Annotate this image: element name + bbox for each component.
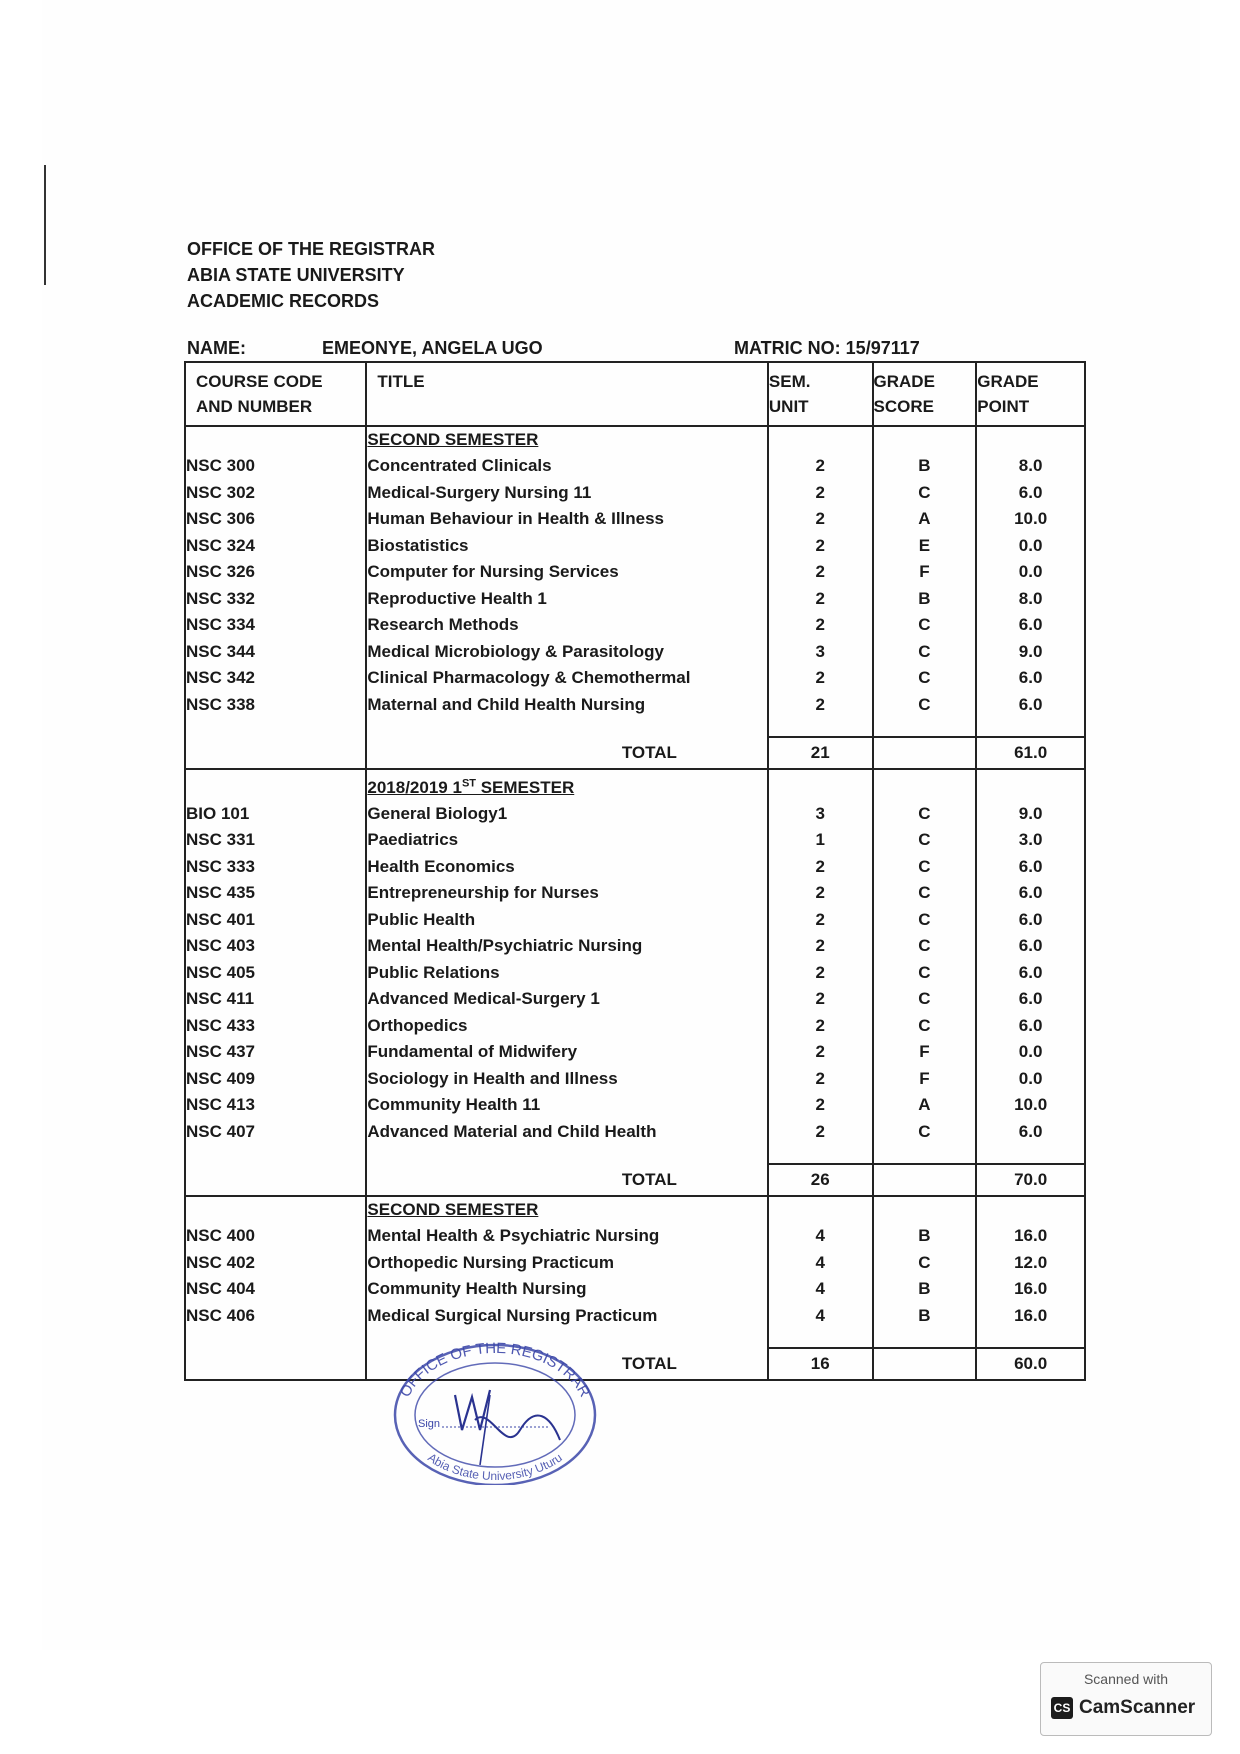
course-row xyxy=(185,1276,1085,1303)
course-point: 0.0 xyxy=(976,533,1085,560)
course-code: NSC 406 xyxy=(185,1303,366,1330)
course-unit: 2 xyxy=(768,480,873,507)
course-unit: 2 xyxy=(768,692,873,719)
course-unit: 2 xyxy=(768,665,873,692)
course-row xyxy=(185,960,1085,987)
section-heading: SECOND SEMESTER xyxy=(367,1200,539,1220)
course-title: Public Relations xyxy=(366,960,768,987)
course-grade: A xyxy=(873,1092,977,1119)
course-title: Human Behaviour in Health & Illness xyxy=(366,506,768,533)
course-title: Paediatrics xyxy=(366,827,768,854)
course-code: NSC 342 xyxy=(185,665,366,692)
course-title: Concentrated Clinicals xyxy=(366,453,768,480)
course-code: NSC 437 xyxy=(185,1039,366,1066)
col-grade-score: GRADE SCORE xyxy=(873,362,977,426)
course-code: NSC 300 xyxy=(185,453,366,480)
course-unit: 2 xyxy=(768,1119,873,1146)
course-code: NSC 344 xyxy=(185,639,366,666)
course-point: 16.0 xyxy=(976,1223,1085,1250)
course-code: NSC 302 xyxy=(185,480,366,507)
course-title: Medical Microbiology & Parasitology xyxy=(366,639,768,666)
course-row xyxy=(185,639,1085,666)
signature-mark xyxy=(455,1390,490,1430)
course-grade: B xyxy=(873,1276,977,1303)
course-code: NSC 331 xyxy=(185,827,366,854)
course-point: 9.0 xyxy=(976,639,1085,666)
course-grade: A xyxy=(873,506,977,533)
course-point: 0.0 xyxy=(976,1039,1085,1066)
course-row xyxy=(185,1303,1085,1330)
course-point: 6.0 xyxy=(976,986,1085,1013)
course-title: Computer for Nursing Services xyxy=(366,559,768,586)
course-code: NSC 404 xyxy=(185,1276,366,1303)
course-row xyxy=(185,506,1085,533)
course-row xyxy=(185,692,1085,719)
total-units: 16 xyxy=(768,1348,873,1380)
course-point: 6.0 xyxy=(976,692,1085,719)
course-title: Advanced Medical-Surgery 1 xyxy=(366,986,768,1013)
course-unit: 4 xyxy=(768,1223,873,1250)
course-title: Medical-Surgery Nursing 11 xyxy=(366,480,768,507)
course-point: 6.0 xyxy=(976,907,1085,934)
course-point: 6.0 xyxy=(976,612,1085,639)
section-heading: SECOND SEMESTER xyxy=(367,430,539,449)
course-point: 6.0 xyxy=(976,480,1085,507)
course-grade: C xyxy=(873,986,977,1013)
course-row xyxy=(185,453,1085,480)
section-total-row xyxy=(185,1164,1085,1196)
course-grade: C xyxy=(873,1250,977,1277)
course-grade: B xyxy=(873,1303,977,1330)
header-university: ABIA STATE UNIVERSITY xyxy=(187,265,405,285)
course-unit: 3 xyxy=(768,639,873,666)
camscanner-logo-icon: CS xyxy=(1051,1697,1073,1719)
course-point: 12.0 xyxy=(976,1250,1085,1277)
course-row xyxy=(185,665,1085,692)
course-grade: B xyxy=(873,1223,977,1250)
course-title: Orthopedic Nursing Practicum xyxy=(366,1250,768,1277)
course-title: Health Economics xyxy=(366,854,768,881)
total-points: 70.0 xyxy=(976,1164,1085,1196)
section-total-row xyxy=(185,1348,1085,1380)
course-row xyxy=(185,1013,1085,1040)
course-grade: C xyxy=(873,854,977,881)
course-title: General Biology1 xyxy=(366,801,768,828)
course-unit: 1 xyxy=(768,827,873,854)
course-grade: B xyxy=(873,586,977,613)
course-title: Maternal and Child Health Nursing xyxy=(366,692,768,719)
header-office: OFFICE OF THE REGISTRAR xyxy=(187,239,436,259)
course-unit: 2 xyxy=(768,453,873,480)
total-units: 21 xyxy=(768,737,873,769)
course-row xyxy=(185,801,1085,828)
course-point: 6.0 xyxy=(976,1013,1085,1040)
course-point: 9.0 xyxy=(976,801,1085,828)
course-point: 6.0 xyxy=(976,1119,1085,1146)
course-point: 6.0 xyxy=(976,933,1085,960)
course-unit: 2 xyxy=(768,1013,873,1040)
results-body xyxy=(185,426,1085,1380)
camscanner-watermark xyxy=(1040,1662,1212,1736)
course-unit: 2 xyxy=(768,1092,873,1119)
course-title: Medical Surgical Nursing Practicum xyxy=(366,1303,768,1330)
course-title: Advanced Material and Child Health xyxy=(366,1119,768,1146)
course-title: Mental Health & Psychiatric Nursing xyxy=(366,1223,768,1250)
course-grade: F xyxy=(873,1039,977,1066)
course-title: Entrepreneurship for Nurses xyxy=(366,880,768,907)
course-unit: 2 xyxy=(768,933,873,960)
student-name: EMEONYE, ANGELA UGO xyxy=(322,338,543,358)
section-heading-row xyxy=(185,426,1085,453)
course-row xyxy=(185,612,1085,639)
course-point: 10.0 xyxy=(976,1092,1085,1119)
section-heading: 2018/2019 1ST SEMESTER xyxy=(367,777,575,797)
course-code: NSC 433 xyxy=(185,1013,366,1040)
header-records: ACADEMIC RECORDS xyxy=(187,291,380,311)
course-unit: 2 xyxy=(768,1039,873,1066)
course-code: NSC 334 xyxy=(185,612,366,639)
stamp-sign-label: Sign xyxy=(418,1418,441,1430)
course-grade: C xyxy=(873,801,977,828)
total-points: 61.0 xyxy=(976,737,1085,769)
course-point: 16.0 xyxy=(976,1303,1085,1330)
name-label: NAME: xyxy=(187,338,246,358)
course-grade: F xyxy=(873,1066,977,1093)
course-grade: F xyxy=(873,559,977,586)
course-code: NSC 338 xyxy=(185,692,366,719)
total-units: 26 xyxy=(768,1164,873,1196)
course-code: NSC 400 xyxy=(185,1223,366,1250)
course-unit: 2 xyxy=(768,880,873,907)
course-grade: C xyxy=(873,665,977,692)
course-title: Clinical Pharmacology & Chemothermal xyxy=(366,665,768,692)
course-grade: C xyxy=(873,880,977,907)
matric-number xyxy=(734,338,920,359)
course-grade: C xyxy=(873,907,977,934)
course-code: NSC 403 xyxy=(185,933,366,960)
course-point: 16.0 xyxy=(976,1276,1085,1303)
section-heading-row xyxy=(185,1196,1085,1223)
course-title: Fundamental of Midwifery xyxy=(366,1039,768,1066)
course-code: NSC 407 xyxy=(185,1119,366,1146)
col-grade-point: GRADE POINT xyxy=(976,362,1085,426)
course-code: NSC 401 xyxy=(185,907,366,934)
course-grade: C xyxy=(873,827,977,854)
course-point: 0.0 xyxy=(976,559,1085,586)
course-unit: 2 xyxy=(768,533,873,560)
course-point: 6.0 xyxy=(976,665,1085,692)
course-unit: 2 xyxy=(768,854,873,881)
course-unit: 2 xyxy=(768,960,873,987)
course-title: Orthopedics xyxy=(366,1013,768,1040)
course-row xyxy=(185,827,1085,854)
course-unit: 3 xyxy=(768,801,873,828)
course-grade: E xyxy=(873,533,977,560)
course-code: NSC 435 xyxy=(185,880,366,907)
col-course-code: COURSE CODE AND NUMBER xyxy=(185,362,366,426)
stamp-ring-bottom: Abia State University Uturu xyxy=(425,1450,565,1484)
course-grade: C xyxy=(873,639,977,666)
scanned-with-text: Scanned with xyxy=(1083,1671,1169,1687)
course-code: NSC 405 xyxy=(185,960,366,987)
course-point: 0.0 xyxy=(976,1066,1085,1093)
course-code: NSC 411 xyxy=(185,986,366,1013)
course-row xyxy=(185,933,1085,960)
registrar-header xyxy=(187,236,435,314)
course-title: Research Methods xyxy=(366,612,768,639)
results-table xyxy=(184,361,1086,1381)
section-heading-row xyxy=(185,769,1085,801)
course-code: NSC 413 xyxy=(185,1092,366,1119)
course-title: Community Health Nursing xyxy=(366,1276,768,1303)
course-point: 6.0 xyxy=(976,880,1085,907)
course-row xyxy=(185,1092,1085,1119)
course-title: Mental Health/Psychiatric Nursing xyxy=(366,933,768,960)
total-label: TOTAL xyxy=(366,737,768,769)
course-title: Community Health 11 xyxy=(366,1092,768,1119)
stamp-ring-top: OFFICE OF THE REGISTRAR xyxy=(396,1339,594,1400)
course-grade: C xyxy=(873,1013,977,1040)
col-sem-unit: SEM. UNIT xyxy=(768,362,873,426)
course-row xyxy=(185,1250,1085,1277)
col-title: TITLE xyxy=(366,362,768,426)
course-unit: 2 xyxy=(768,559,873,586)
course-row xyxy=(185,1039,1085,1066)
course-row xyxy=(185,986,1085,1013)
course-grade: C xyxy=(873,1119,977,1146)
course-unit: 4 xyxy=(768,1250,873,1277)
course-title: Public Health xyxy=(366,907,768,934)
course-title: Sociology in Health and Illness xyxy=(366,1066,768,1093)
section-total-row xyxy=(185,737,1085,769)
course-unit: 2 xyxy=(768,506,873,533)
course-grade: C xyxy=(873,960,977,987)
course-unit: 2 xyxy=(768,907,873,934)
camscanner-brand: CamScanner xyxy=(1079,1697,1196,1719)
course-code: NSC 332 xyxy=(185,586,366,613)
course-row xyxy=(185,559,1085,586)
course-row xyxy=(185,880,1085,907)
scan-edge-mark xyxy=(44,165,46,285)
course-grade: B xyxy=(873,453,977,480)
total-label: TOTAL xyxy=(366,1164,768,1196)
total-points: 60.0 xyxy=(976,1348,1085,1380)
course-grade: C xyxy=(873,480,977,507)
course-row xyxy=(185,1223,1085,1250)
course-grade: C xyxy=(873,933,977,960)
matric-value: 15/97117 xyxy=(845,338,920,358)
course-row xyxy=(185,586,1085,613)
course-row xyxy=(185,1119,1085,1146)
course-code: NSC 324 xyxy=(185,533,366,560)
course-point: 8.0 xyxy=(976,453,1085,480)
course-unit: 2 xyxy=(768,986,873,1013)
course-point: 3.0 xyxy=(976,827,1085,854)
course-title: Reproductive Health 1 xyxy=(366,586,768,613)
course-grade: C xyxy=(873,612,977,639)
course-row xyxy=(185,1066,1085,1093)
course-unit: 4 xyxy=(768,1276,873,1303)
course-row xyxy=(185,854,1085,881)
course-point: 6.0 xyxy=(976,960,1085,987)
registrar-stamp xyxy=(380,1335,610,1485)
course-row xyxy=(185,533,1085,560)
course-point: 10.0 xyxy=(976,506,1085,533)
course-row xyxy=(185,480,1085,507)
course-code: NSC 306 xyxy=(185,506,366,533)
course-point: 8.0 xyxy=(976,586,1085,613)
course-code: NSC 326 xyxy=(185,559,366,586)
course-grade: C xyxy=(873,692,977,719)
matric-label: MATRIC NO: xyxy=(734,338,841,358)
course-title: Biostatistics xyxy=(366,533,768,560)
course-unit: 4 xyxy=(768,1303,873,1330)
total-label: TOTAL xyxy=(366,1348,768,1380)
course-code: NSC 409 xyxy=(185,1066,366,1093)
course-code: BIO 101 xyxy=(185,801,366,828)
course-code: NSC 402 xyxy=(185,1250,366,1277)
course-unit: 2 xyxy=(768,1066,873,1093)
course-unit: 2 xyxy=(768,612,873,639)
course-point: 6.0 xyxy=(976,854,1085,881)
course-unit: 2 xyxy=(768,586,873,613)
course-row xyxy=(185,907,1085,934)
table-header-row xyxy=(185,362,1085,426)
course-code: NSC 333 xyxy=(185,854,366,881)
